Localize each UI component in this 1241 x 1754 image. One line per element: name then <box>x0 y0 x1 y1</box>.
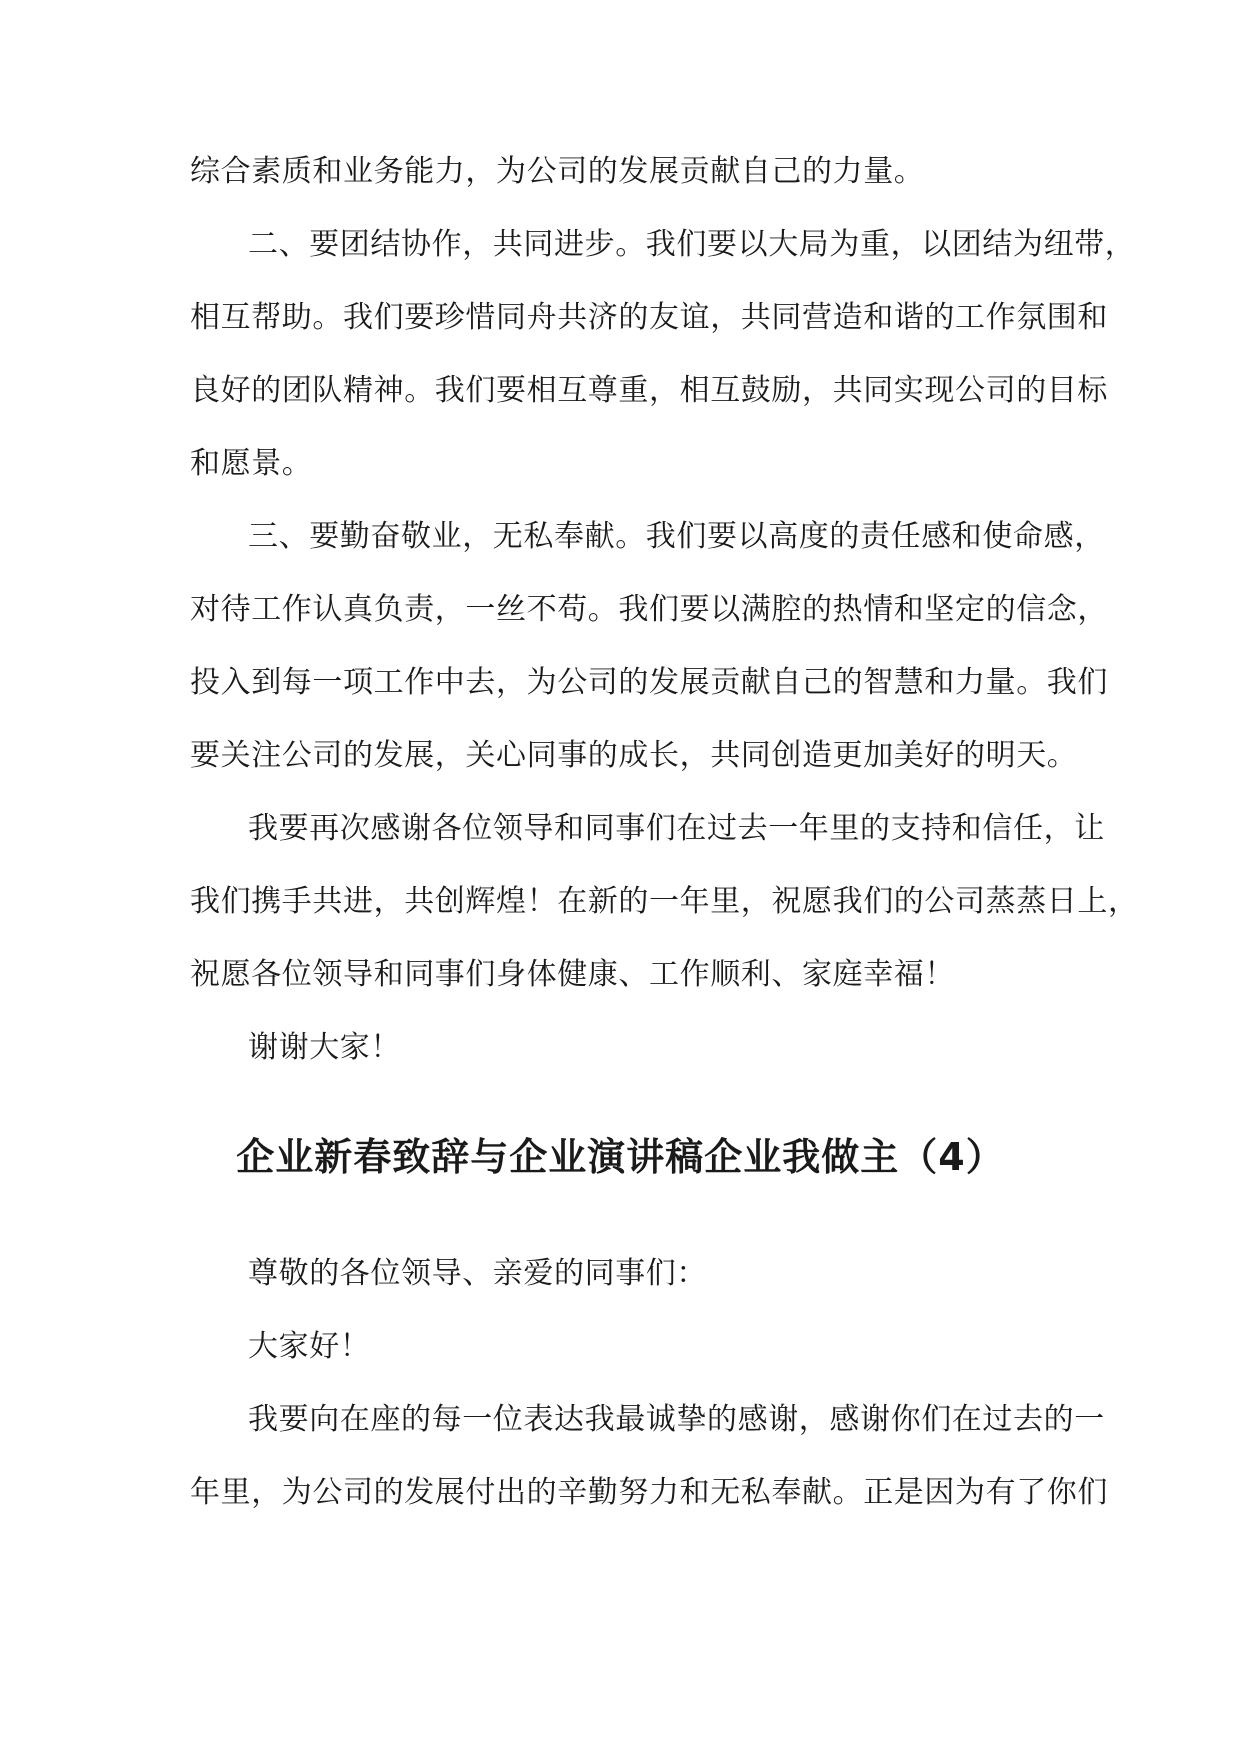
paragraph-line: 年里，为公司的发展付出的辛勤努力和无私奉献。正是因为有了你们 <box>190 1475 1108 1510</box>
paragraph-line: 良好的团队精神。我们要相互尊重，相互鼓励，共同实现公司的目标 <box>190 373 1108 408</box>
salutation-line: 尊敬的各位领导、亲爱的同事们： <box>248 1256 707 1291</box>
paragraph-line: 二、要团结协作，共同进步。我们要以大局为重，以团结为纽带， <box>248 227 1136 262</box>
paragraph-line: 对待工作认真负责，一丝不苟。我们要以满腔的热情和坚定的信念， <box>190 592 1108 627</box>
paragraph-line: 我们携手共进，共创辉煌！在新的一年里，祝愿我们的公司蒸蒸日上， <box>190 884 1139 919</box>
paragraph-line: 相互帮助。我们要珍惜同舟共济的友谊，共同营造和谐的工作氛围和 <box>190 300 1108 335</box>
section-title: 企业新春致辞与企业演讲稿企业我做主（4） <box>236 1135 1005 1179</box>
paragraph-line: 要关注公司的发展，关心同事的成长，共同创造更加美好的明天。 <box>190 738 1078 773</box>
paragraph-line: 综合素质和业务能力，为公司的发展贡献自己的力量。 <box>190 154 925 189</box>
paragraph-line: 祝愿各位领导和同事们身体健康、工作顺利、家庭幸福！ <box>190 957 955 992</box>
paragraph-line: 和愿景。 <box>190 446 313 481</box>
paragraph-line: 投入到每一项工作中去，为公司的发展贡献自己的智慧和力量。我们 <box>190 665 1108 700</box>
paragraph-line: 谢谢大家！ <box>248 1030 401 1065</box>
paragraph-line: 我要向在座的每一位表达我最诚挚的感谢，感谢你们在过去的一 <box>248 1402 1105 1437</box>
paragraph-line: 三、要勤奋敬业，无私奉献。我们要以高度的责任感和使命感， <box>248 519 1105 554</box>
greeting-line: 大家好！ <box>248 1329 371 1364</box>
paragraph-line: 我要再次感谢各位领导和同事们在过去一年里的支持和信任，让 <box>248 811 1105 846</box>
